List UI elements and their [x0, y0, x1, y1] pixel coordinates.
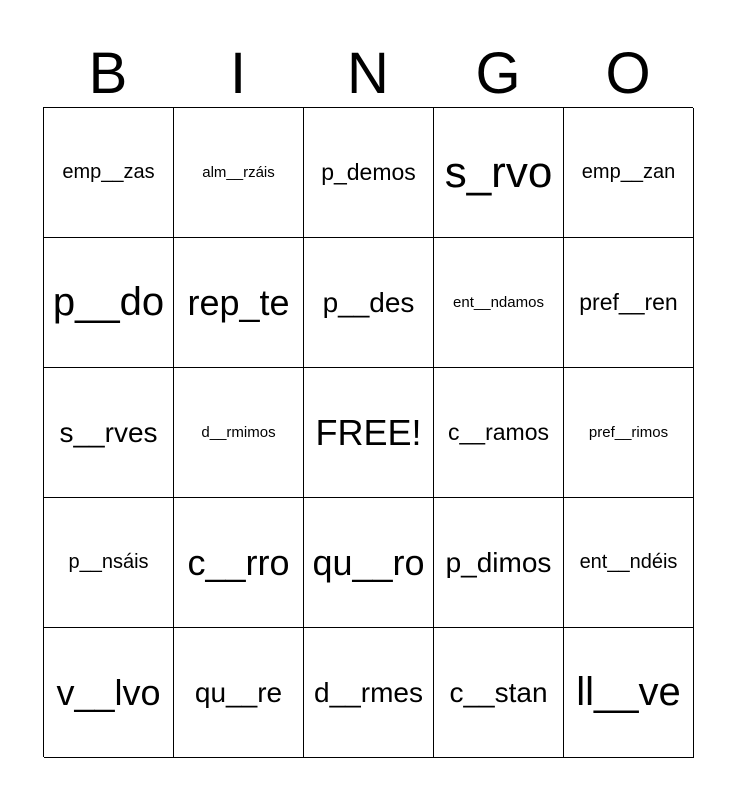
bingo-cell-r0-c0[interactable]: emp__zas — [44, 108, 174, 238]
bingo-cell-r4-c2[interactable]: d__rmes — [304, 628, 434, 758]
bingo-cell-r0-c3[interactable]: s_rvo — [434, 108, 564, 238]
bingo-cell-r2-c0[interactable]: s__rves — [44, 368, 174, 498]
bingo-cell-r2-c3[interactable]: c__ramos — [434, 368, 564, 498]
header-letter-g: G — [475, 41, 521, 106]
bingo-cell-r3-c4[interactable]: ent__ndéis — [564, 498, 694, 628]
header-letter-o: O — [605, 41, 651, 106]
header-letter-i: I — [229, 41, 247, 106]
bingo-cell-r4-c0[interactable]: v__lvo — [44, 628, 174, 758]
bingo-cell-r1-c2[interactable]: p__des — [304, 238, 434, 368]
bingo-header — [43, 40, 693, 108]
bingo-cell-r4-c4[interactable]: ll__ve — [564, 628, 694, 758]
bingo-cell-r0-c2[interactable]: p_demos — [304, 108, 434, 238]
bingo-cell-r3-c1[interactable]: c__rro — [174, 498, 304, 628]
bingo-cell-r4-c3[interactable]: c__stan — [434, 628, 564, 758]
bingo-cell-r1-c3[interactable]: ent__ndamos — [434, 238, 564, 368]
bingo-board — [43, 107, 693, 757]
bingo-cell-r3-c2[interactable]: qu__ro — [304, 498, 434, 628]
bingo-cell-r1-c1[interactable]: rep_te — [174, 238, 304, 368]
bingo-cell-r1-c4[interactable]: pref__ren — [564, 238, 694, 368]
bingo-cell-r1-c0[interactable]: p__do — [44, 238, 174, 368]
bingo-cell-r3-c3[interactable]: p_dimos — [434, 498, 564, 628]
bingo-cell-r0-c4[interactable]: emp__zan — [564, 108, 694, 238]
bingo-cell-r2-c1[interactable]: d__rmimos — [174, 368, 304, 498]
bingo-cell-r4-c1[interactable]: qu__re — [174, 628, 304, 758]
header-letter-n: N — [347, 41, 389, 106]
header-letter-b: B — [88, 41, 128, 106]
bingo-cell-r2-c4[interactable]: pref__rimos — [564, 368, 694, 498]
bingo-cell-r3-c0[interactable]: p__nsáis — [44, 498, 174, 628]
bingo-free-space[interactable]: FREE! — [304, 368, 434, 498]
bingo-cell-r0-c1[interactable]: alm__rzáis — [174, 108, 304, 238]
